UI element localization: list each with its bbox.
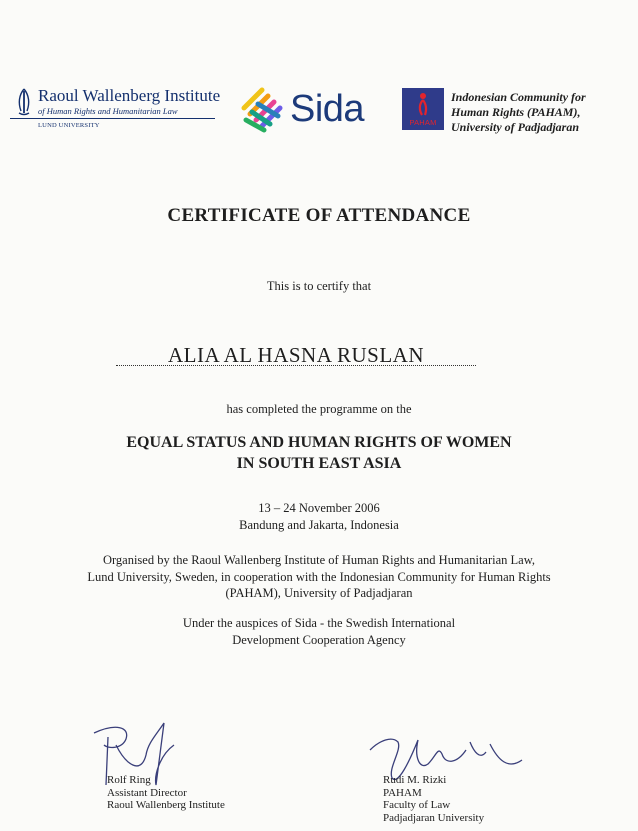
signatory-institution: Padjadjaran University: [383, 811, 485, 824]
signatory-org: PAHAM: [383, 786, 422, 799]
rwi-emblem-icon: [15, 87, 33, 117]
recipient-field: [116, 343, 476, 373]
organised-line: (PAHAM), University of Padjadjaran: [225, 586, 413, 600]
programme-line: IN SOUTH EAST ASIA: [236, 455, 402, 472]
paham-figure-icon: [414, 92, 432, 116]
organised-line: Organised by the Raoul Wallenberg Institute of Human Rights and Humanitarian Law,: [102, 553, 536, 567]
sida-mark-icon: [240, 86, 286, 134]
auspices: [0, 615, 638, 648]
organised-by: [0, 552, 638, 602]
signatory-name: Rudi M. Rizki: [383, 774, 447, 786]
rwi-subtitle: of Human Rights and Humanitarian Law: [38, 106, 178, 116]
rwi-logo: [10, 82, 221, 134]
paham-line: University of Padjadjaran: [451, 120, 579, 134]
signatory-title: Faculty of Law: [383, 799, 451, 811]
signatory-right: [383, 774, 484, 824]
lund-university-label: LUND UNIVERSITY: [38, 122, 100, 129]
location: Bandung and Jakarta, Indonesia: [239, 518, 399, 532]
organised-line: Lund University, Sweden, in cooperation with the Indonesian Community for Human Rights: [87, 569, 551, 584]
paham-badge-label: PAHAM: [409, 118, 437, 127]
certificate-title: CERTIFICATE OF ATTENDANCE: [167, 205, 471, 226]
signatory-org: Raoul Wallenberg Institute: [107, 799, 225, 811]
date-range: 13 – 24 November 2006: [258, 501, 380, 515]
sida-wordmark: Sida: [290, 88, 365, 130]
auspices-line: Under the auspices of Sida - the Swedish International: [182, 616, 456, 630]
paham-name: [451, 90, 631, 135]
programme-dates: [0, 500, 638, 534]
completed-text: has completed the programme on the: [226, 402, 412, 416]
signatory-title: Assistant Director: [107, 786, 187, 799]
paham-line: Indonesian Community for: [451, 90, 586, 104]
programme-line: EQUAL STATUS AND HUMAN RIGHTS OF WOMEN: [126, 434, 512, 451]
signatory-left: [107, 774, 225, 812]
rwi-name: Raoul Wallenberg Institute: [38, 86, 221, 105]
certify-text: This is to certify that: [266, 279, 372, 293]
recipient-name: ALIA AL HASNA RUSLAN: [168, 343, 424, 367]
auspices-line: Development Cooperation Agency: [232, 632, 406, 647]
paham-logo: [402, 88, 444, 130]
programme-title: [0, 432, 638, 474]
signatory-name: Rolf Ring: [107, 774, 151, 786]
paham-line: Human Rights (PAHAM),: [451, 105, 581, 119]
rwi-divider: [10, 118, 215, 119]
sida-logo: [240, 86, 370, 138]
